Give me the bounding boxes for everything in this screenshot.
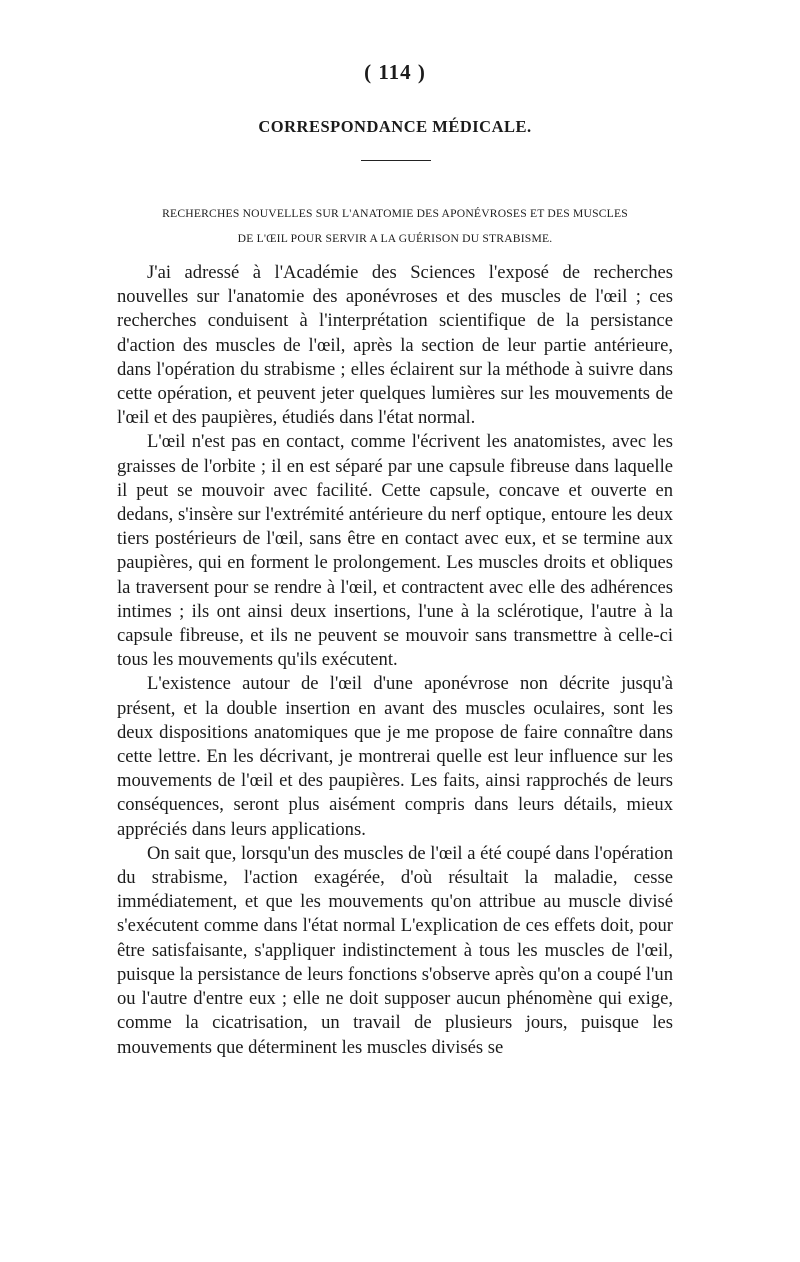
paragraph: L'existence autour de l'œil d'une aponévrose non décrite jusqu'à présent, et la double insertion en avant des muscles oculaires, sont les deux dispositions anatomiques que je me propose de faire connaître dans cette lettre. En les décrivant, je montrerai quelle est leur influence sur les mouvements de l'œil et des paupières. Les faits, ainsi rapprochés de leurs conséquences, seront plus aisément compris dans leurs détails, mieux appréciés dans leurs applications. (117, 673, 673, 840)
subtitle-line: DE L'ŒIL POUR SERVIR A LA GUÉRISON DU STRABISME. (237, 232, 553, 245)
section-title: CORRESPONDANCE MÉDICALE. (258, 117, 532, 136)
paragraph: J'ai adressé à l'Académie des Sciences l'exposé de recherches nouvelles sur l'anatomie des aponévroses et des muscles de l'œil ; ces recherches conduisent à l'interprétation scientifique de la persistance d'action des muscles de l'œil, après la section de leur partie antérieure, dans l'opération du strabisme ; elles éclairent sur la méthode à suivre dans cette opération, et peuvent jeter quelques lumières sur les mouvements de l'œil et des paupières, étudiés dans l'état normal. (117, 262, 673, 429)
title-divider (361, 160, 431, 161)
subtitle-line: RECHERCHES NOUVELLES SUR L'ANATOMIE DES APONÉVROSES ET DES MUSCLES (162, 207, 628, 220)
article-subtitle (117, 201, 673, 251)
paragraph: L'œil n'est pas en contact, comme l'écrivent les anatomistes, avec les graisses de l'orbite ; il en est séparé par une capsule fibreuse dans laquelle il peut se mouvoir avec facilité. Cette capsule, concave et ouverte en dedans, s'insère sur l'extrémité antérieure du nerf optique, entoure les deux tiers postérieurs de l'œil, sans être en contact avec eux, et se termine aux paupières, qui en forment le prolongement. Les muscles droits et obliques la traversent pour se rendre à l'œil, et contractent avec elle des adhérences intimes ; ils ont ainsi deux insertions, l'une à la sclérotique, l'autre à la capsule fibreuse, et ils ne peuvent se mouvoir sans transmettre à celle-ci tous les mouvements qu'ils exécutent. (117, 431, 673, 671)
page-number: ( 114 ) (364, 60, 426, 84)
paragraph: On sait que, lorsqu'un des muscles de l'œil a été coupé dans l'opération du strabisme, l'action exagérée, d'où résultait la maladie, cesse immédiatement, et que les mouvements qu'on attribue au muscle divisé s'exécutent comme dans l'état normal L'explication de ces effets doit, pour être satisfaisante, s'appliquer indistinctement à tous les muscles de l'œil, puisque la persistance de leurs fonctions s'observe après qu'on a coupé l'un ou l'autre d'entre eux ; elle ne doit supposer aucun phénomène qui exige, comme la cicatrisation, un travail de plusieurs jours, puisque les mouvements que déterminent les muscles divisés se (117, 842, 673, 1058)
article-body (117, 261, 673, 1060)
